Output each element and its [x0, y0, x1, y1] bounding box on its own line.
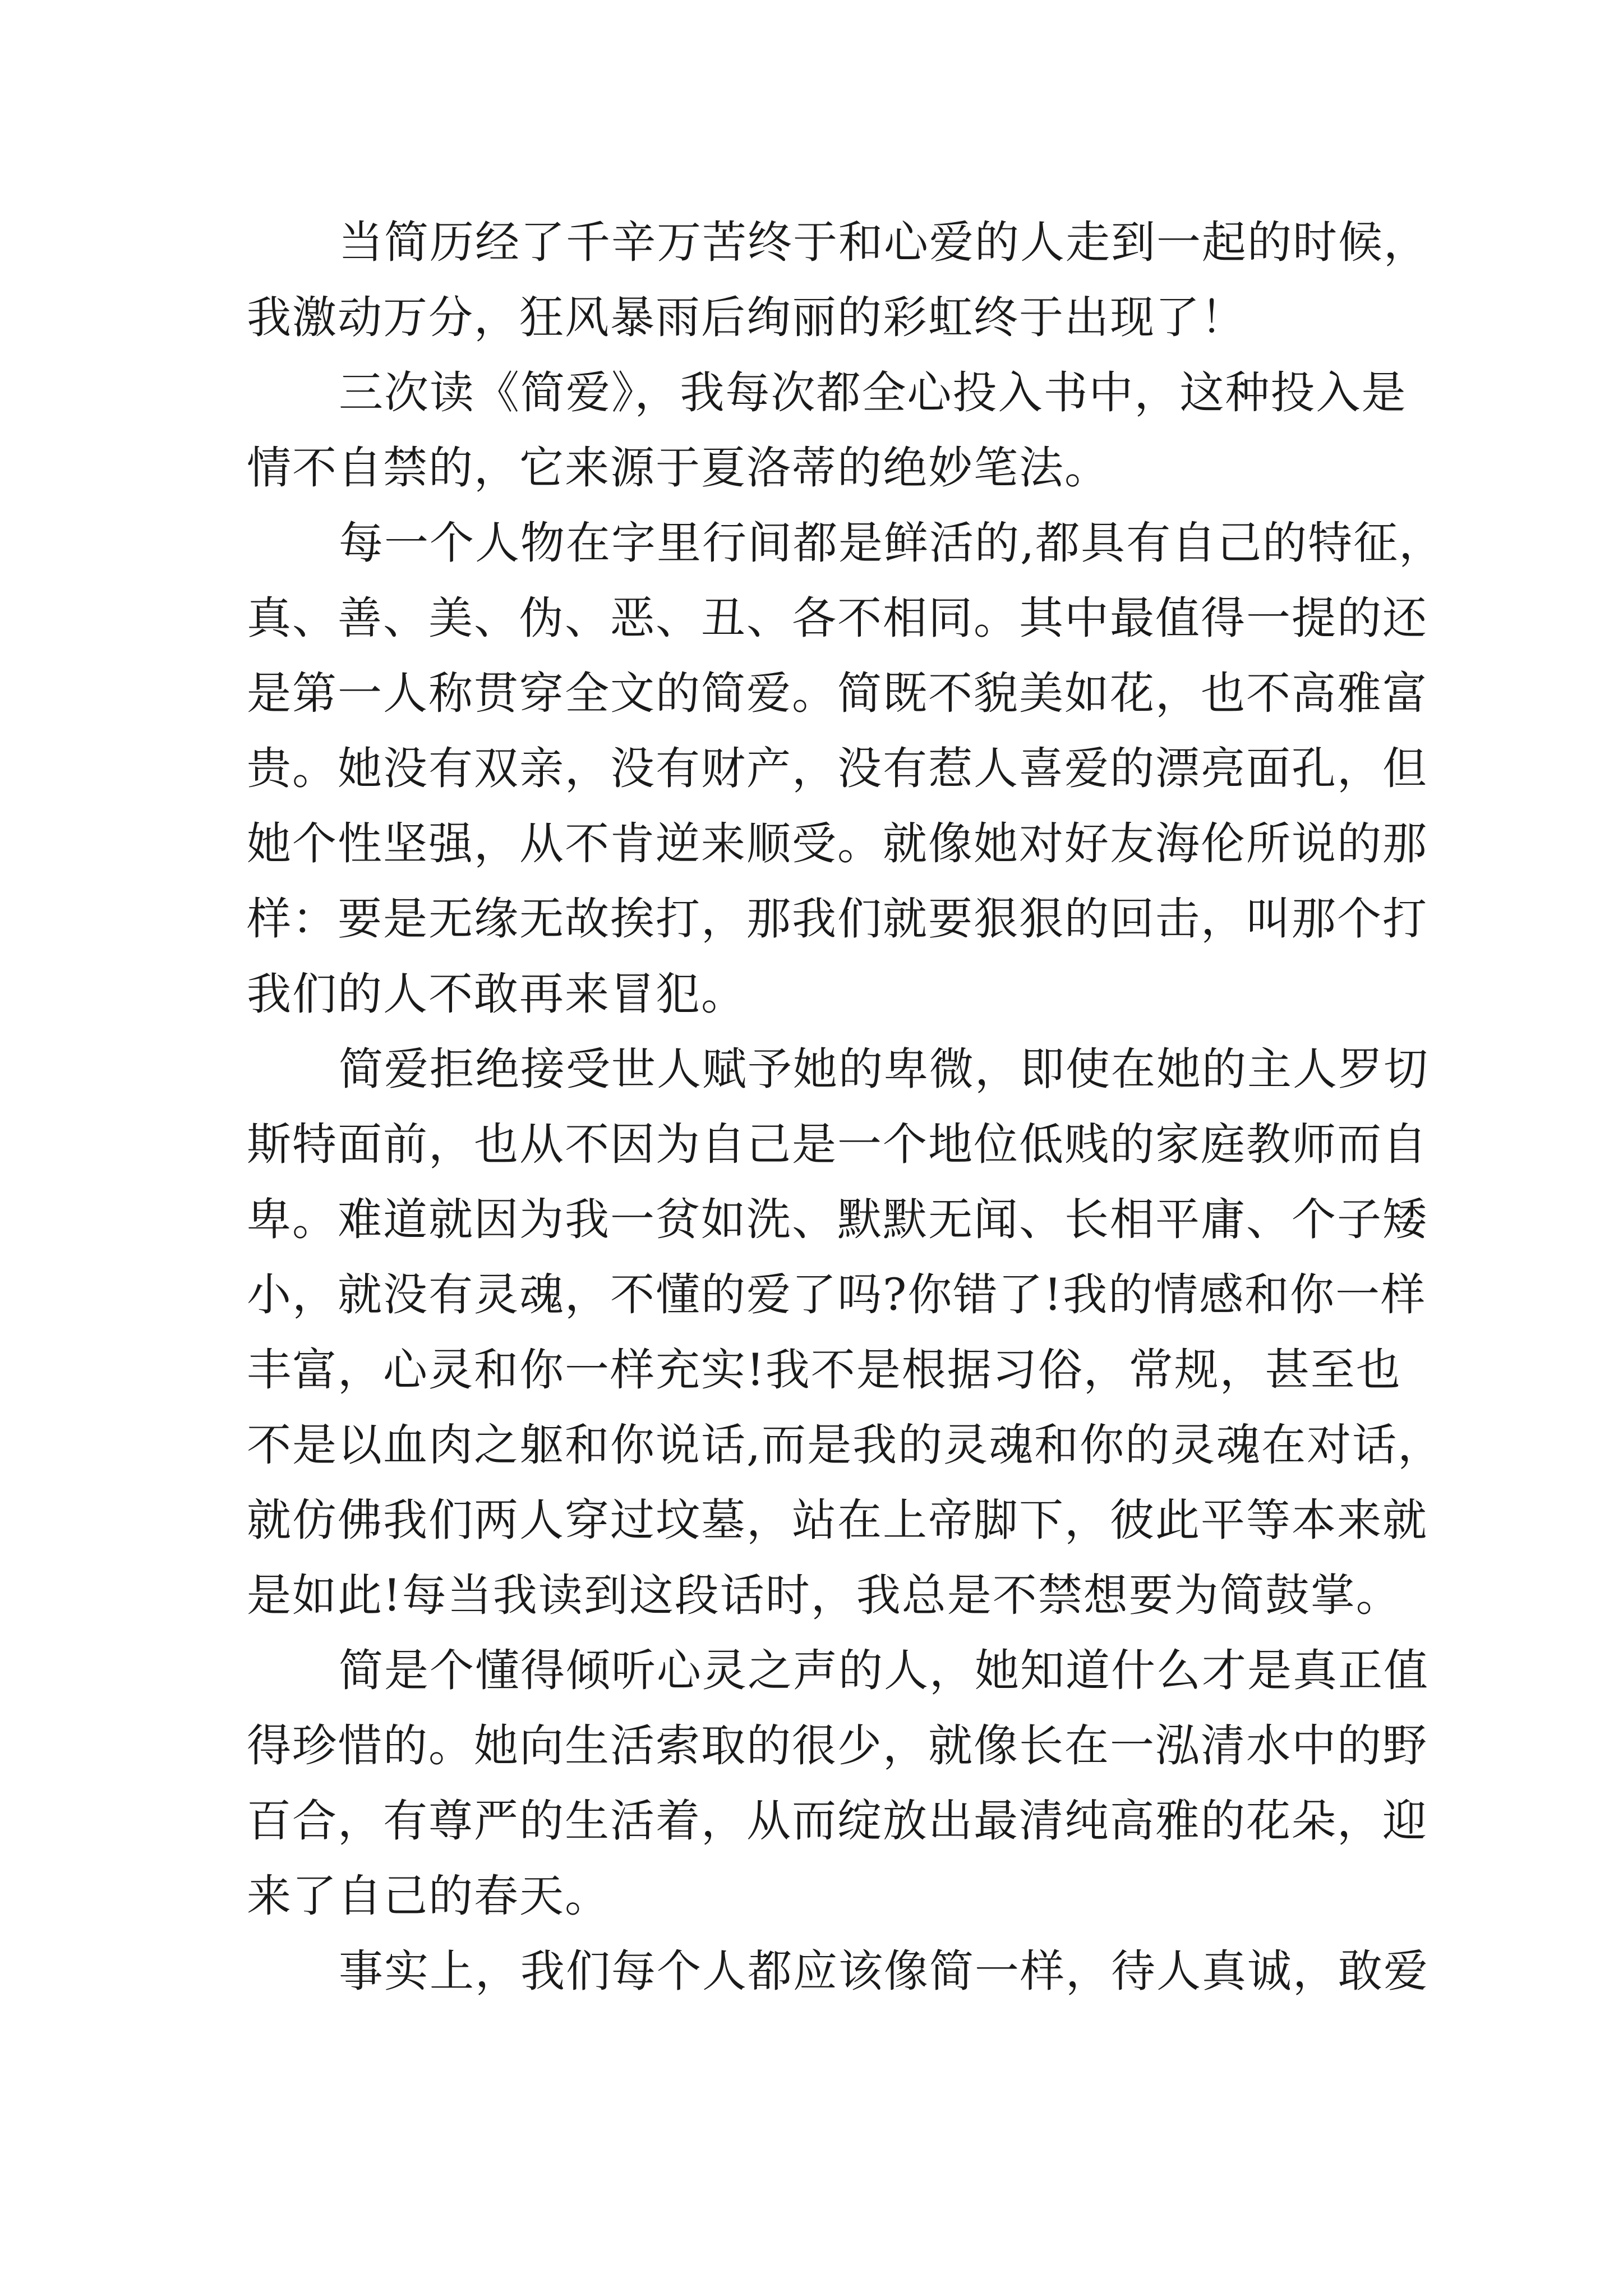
text-line: 事实上，我们每个人都应该像简一样，待人真诚，敢爱 [339, 1945, 1429, 1997]
text-line: 我们的人不敢再来冒犯。 [247, 968, 746, 1020]
text-line: 情不自禁的，它来源于夏洛蒂的绝妙笔法。 [247, 442, 1110, 494]
paragraph [247, 355, 1407, 505]
text-line: 简爱拒绝接受世人赋予她的卑微，即使在她的主人罗切 [339, 1043, 1429, 1095]
text-line: 每一个人物在字里行间都是鲜活的,都具有自己的特征， [339, 517, 1445, 569]
paragraph [247, 1633, 1429, 1934]
text-line: 三次读《简爱》，我每次都全心投入书中，这种投入是 [339, 367, 1407, 418]
text-line: 真、善、美、伪、恶、丑、各不相同。其中最值得一提的还 [247, 592, 1428, 644]
text-line: 百合，有尊严的生活着，从而绽放出最清纯高雅的花朵，迎 [247, 1795, 1428, 1847]
paragraph [247, 1032, 1444, 1633]
text-line: 卑。难道就因为我一贫如洗、默默无闻、长相平庸、个子矮 [247, 1194, 1428, 1245]
text-line: 不是以血肉之躯和你说话,而是我的灵魂和你的灵魂在对话， [247, 1419, 1444, 1471]
paragraph [247, 205, 1429, 355]
paragraph [247, 505, 1445, 1032]
text-line: 来了自己的春天。 [247, 1870, 610, 1922]
text-line: 小，就没有灵魂，不懂的爱了吗?你错了!我的情感和你一样 [247, 1269, 1427, 1320]
text-line: 是第一人称贯穿全文的简爱。简既不貌美如花，也不高雅富 [247, 668, 1428, 719]
text-line: 当简历经了千辛万苦终于和心爱的人走到一起的时候， [339, 217, 1429, 268]
text-line: 她个性坚强，从不肯逆来顺受。就像她对好友海伦所说的那 [247, 818, 1428, 869]
text-line: 是如此!每当我读到这段话时，我总是不禁想要为简鼓掌。 [247, 1570, 1401, 1621]
text-line: 简是个懂得倾听心灵之声的人，她知道什么才是真正值 [339, 1645, 1429, 1696]
text-line: 丰富，心灵和你一样充实!我不是根据习俗，常规，甚至也 [247, 1344, 1401, 1396]
paragraph [247, 1934, 1429, 2009]
body-text [247, 205, 1445, 2009]
text-line: 样：要是无缘无故挨打，那我们就要狠狠的回击，叫那个打 [247, 893, 1428, 945]
text-line: 得珍惜的。她向生活索取的很少，就像长在一泓清水中的野 [247, 1720, 1428, 1772]
text-line: 贵。她没有双亲，没有财产，没有惹人喜爱的漂亮面孔，但 [247, 743, 1428, 794]
text-line: 我激动万分，狂风暴雨后绚丽的彩虹终于出现了！ [247, 292, 1246, 343]
text-line: 就仿佛我们两人穿过坟墓，站在上帝脚下，彼此平等本来就 [247, 1494, 1428, 1546]
text-line: 斯特面前，也从不因为自己是一个地位低贱的家庭教师而自 [247, 1119, 1428, 1170]
